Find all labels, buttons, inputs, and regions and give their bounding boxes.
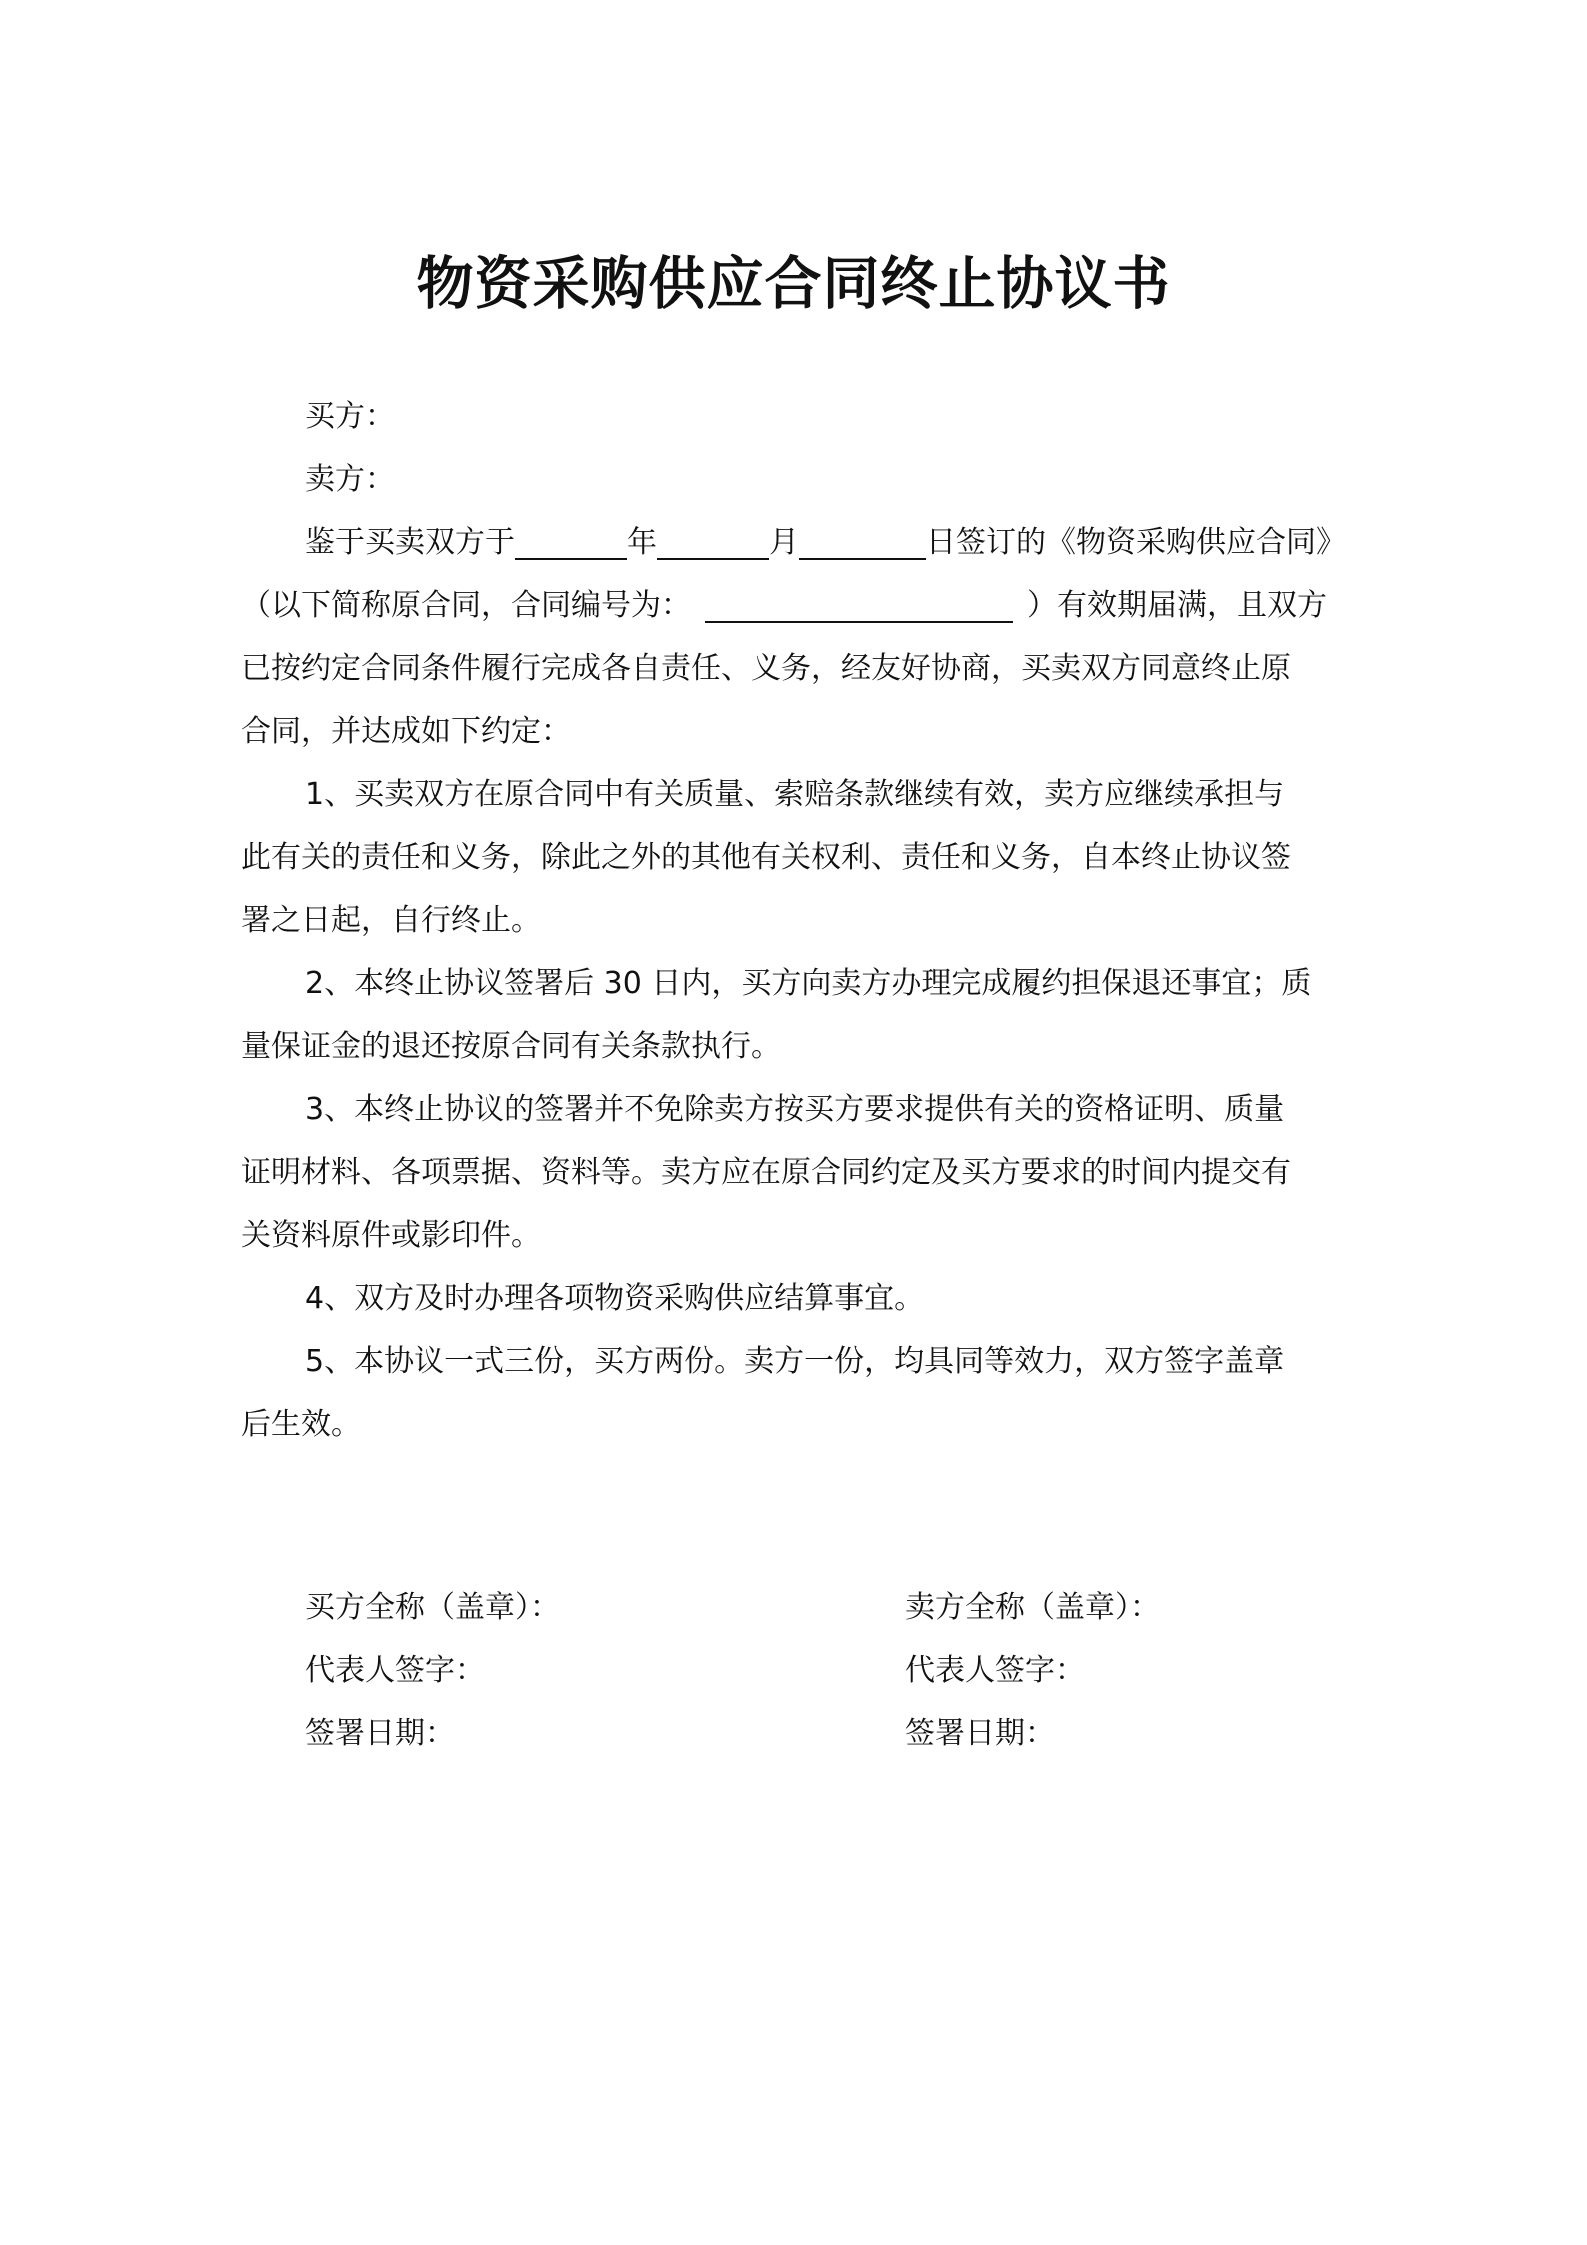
clause-1-line-3: 署之日起，自行终止。 (241, 903, 541, 938)
clause-5-line-2: 后生效。 (241, 1407, 361, 1442)
clause-4-line-1: 4、双方及时办理各项物资采购供应结算事宜。 (305, 1281, 925, 1316)
seller-label: 卖方： (305, 462, 395, 497)
document-body (241, 385, 1358, 1456)
preamble-text: 鉴于买卖双方于 (305, 525, 515, 560)
clause-2-line-1: 2、本终止协议签署后 30 日内，买方向卖方办理完成履约担保退还事宜；质 (305, 966, 1312, 1001)
clause-1-line-2: 此有关的责任和义务，除此之外的其他有关权利、责任和义务，自本终止协议签 (241, 840, 1291, 875)
clause-3-line-2: 证明材料、各项票据、资料等。卖方应在原合同约定及买方要求的时间内提交有 (241, 1155, 1291, 1190)
buyer-label: 买方： (305, 399, 395, 434)
contract-number-blank (705, 587, 1013, 623)
seller-name-label: 卖方全称（盖章）： (905, 1590, 1160, 1625)
seller-signature-block (905, 1576, 1160, 1765)
month-blank (657, 524, 769, 560)
buyer-signature-block (305, 1576, 560, 1765)
preamble-line-4: 合同，并达成如下约定： (241, 714, 571, 749)
year-label: 年 (627, 525, 657, 560)
day-signed-text: 日签订的《物资采购供应合同》 (926, 525, 1346, 560)
clause-3-line-1: 3、本终止协议的签署并不免除卖方按买方要求提供有关的资格证明、质量 (305, 1092, 1285, 1127)
clause-3-line-3: 关资料原件或影印件。 (241, 1218, 541, 1253)
month-label: 月 (769, 525, 799, 560)
document-title: 物资采购供应合同终止协议书 (416, 250, 1171, 317)
buyer-name-label: 买方全称（盖章）： (305, 1590, 560, 1625)
preamble-line-1 (241, 511, 1358, 574)
clause-2-line-2: 量保证金的退还按原合同有关条款执行。 (241, 1029, 781, 1064)
preamble-line-3: 已按约定合同条件履行完成各自责任、义务，经友好协商，买卖双方同意终止原 (241, 651, 1291, 686)
preamble-text: ）有效期届满，且双方 (1027, 588, 1327, 623)
buyer-date-label: 签署日期： (305, 1716, 455, 1751)
preamble-line-2 (241, 574, 1358, 637)
clause-5-line-1: 5、本协议一式三份，买方两份。卖方一份，均具同等效力，双方签字盖章 (305, 1344, 1285, 1379)
year-blank (515, 524, 627, 560)
day-blank (799, 524, 926, 560)
clause-1-line-1: 1、买卖双方在原合同中有关质量、索赔条款继续有效，卖方应继续承担与 (305, 777, 1285, 812)
seller-rep-label: 代表人签字： (905, 1653, 1085, 1688)
preamble-text: （以下简称原合同，合同编号为： (241, 588, 691, 623)
seller-date-label: 签署日期： (905, 1716, 1055, 1751)
buyer-rep-label: 代表人签字： (305, 1653, 485, 1688)
